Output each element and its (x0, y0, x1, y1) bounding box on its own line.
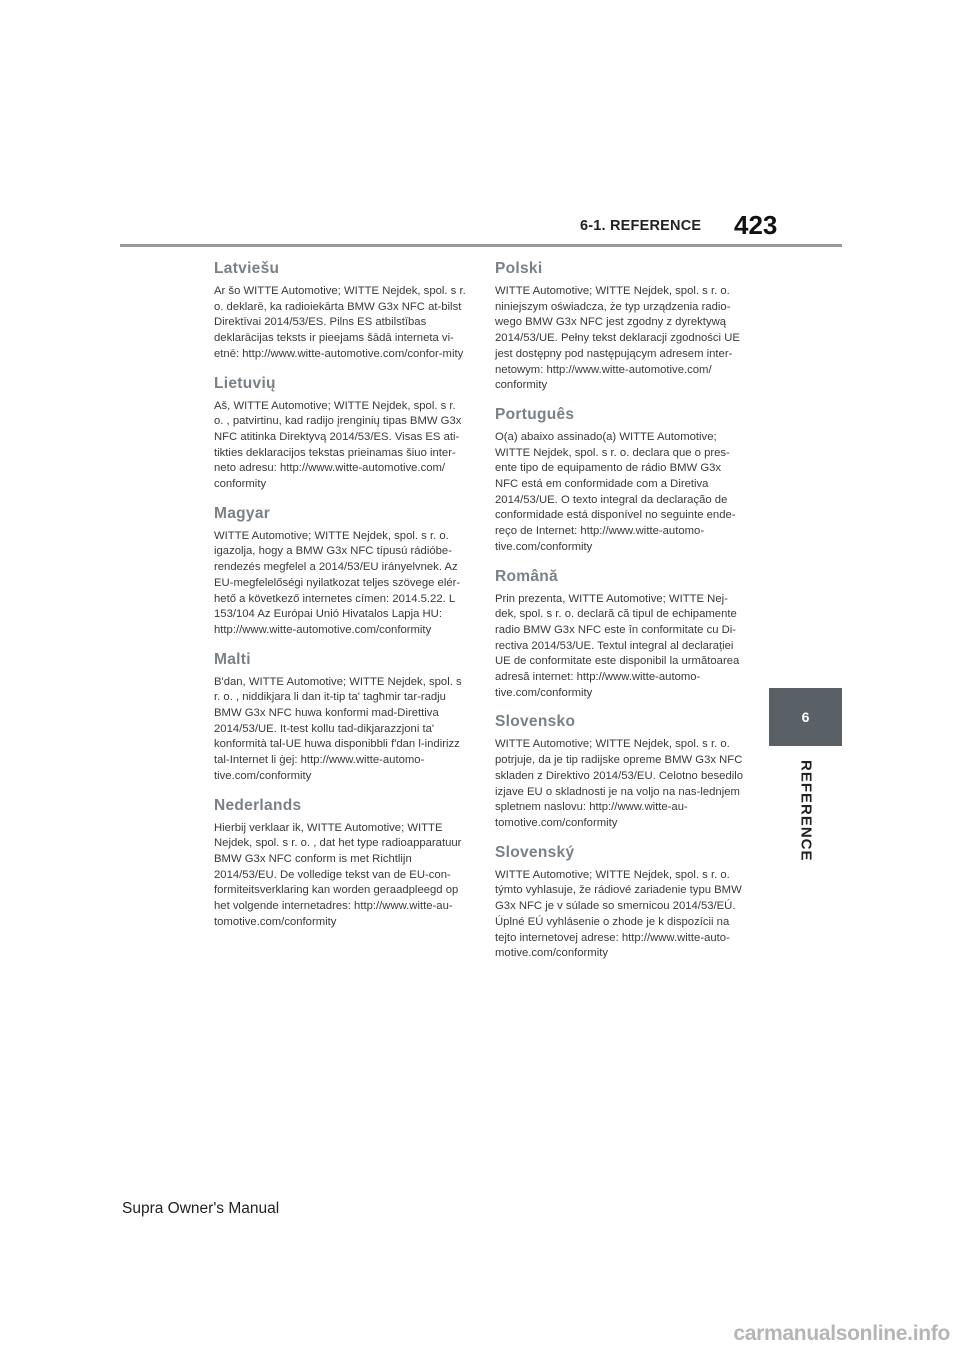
section-heading: Nederlands (214, 796, 302, 814)
section-heading: Malti (214, 650, 251, 668)
section-romana (495, 568, 747, 702)
section-malti (214, 651, 466, 785)
chapter-tab (769, 688, 842, 746)
section-slovensky (495, 844, 747, 962)
section-body: Ar šo WITTE Automotive; WITTE Nejdek, spol. s r. o. deklarē, ka radioiekārta BMW G3x NFC at-bilst Direktīvai 2014/53/ES. Pilns ES atbilstības deklarācijas teksts ir pieejams šādā interneta vi-etnē: http://www.witte-automotive.com/confor-mity (214, 285, 466, 360)
header-divider (120, 244, 842, 247)
section-heading: Slovensko (495, 713, 576, 731)
section-body: WITTE Automotive; WITTE Nejdek, spol. s r. o. potrjuje, da je tip radijske opreme BMW G3x NFC skladen z Direktivo 2014/53/EU. Celotno besedilo izjave EU o skladnosti je na voljo na nas-lednjem spletnem naslovu: http://www.witte-au-tomotive.com/conformity (495, 738, 744, 829)
section-magyar (214, 505, 466, 639)
watermark: carmanualsonline.info (733, 1322, 950, 1345)
chapter-number: 6 (801, 709, 810, 725)
section-heading: Polski (495, 260, 543, 277)
section-body: B'dan, WITTE Automotive; WITTE Nejdek, spol. s r. o. , niddikjara li dan it-tip ta' tagħmir tar-radju BMW G3x NFC huwa konformi mad-Direttiva 2014/53/UE. It-test kollu tad-dikjarazzjoni ta' konformità tal-UE huwa disponibbli f'dan l-indirizz tal-Internet li ġej: http://www.witte-automo-tive.com/conformity (214, 675, 462, 782)
page-number: 423 (734, 210, 778, 240)
section-heading: Magyar (214, 504, 271, 522)
section-body: WITTE Automotive; WITTE Nejdek, spol. s r. o. niniejszym oświadcza, że typ urządzenia radio-wego BMW G3x NFC jest zgodny z dyrektywą 2014/53/UE. Pełny tekst deklaracji zgodności UE jest dostępny pod następującym adresem inter-netowym: http://www.witte-automotive.com/ conformity (495, 285, 740, 392)
section-body: O(a) abaixo assinado(a) WITTE Automotive; WITTE Nejdek, spol. s r. o. declara que o pres-ente tipo de equipamento de rádio BMW G3x NFC está em conformidade com a Diretiva 2014/53/UE. O texto integral da declaração de conformidade está disponível no seguinte ende-reço de Internet: http://www.witte-automo-tive.com/conformity (495, 430, 736, 553)
section-body: Aš, WITTE Automotive; WITTE Nejdek, spol. s r. o. , patvirtinu, kad radijo įrenginių tipas BMW G3x NFC atitinka Direktyvą 2014/53/ES. Visas ES ati-tikties deklaracijos tekstas prieinamas šiuo inter-neto adresu: http://www.witte-automotive.com/ conformity (214, 399, 462, 491)
left-column (214, 260, 466, 943)
section-body: WITTE Automotive; WITTE Nejdek, spol. s r. o. igazolja, hogy a BMW G3x NFC típusú rádióbe-rendezés megfelel a 2014/53/EU irányelvnek. Az EU-megfelelőségi nyilatkozat teljes szövege elér-hető a következő internetes címen: 2014.5.22. L 153/104 Az Európai Unió Hivatalos Lapja HU: http://www.witte-automotive.com/conformity (214, 529, 461, 636)
manual-title: Supra Owner's Manual (122, 1200, 280, 1217)
section-heading: Slovenský (495, 843, 575, 861)
chapter-label: REFERENCE (797, 760, 815, 862)
section-body: WITTE Automotive; WITTE Nejdek, spol. s r. o. týmto vyhlasuje, že rádiové zariadenie typu BMW G3x NFC je v súlade so smernicou 2014/53/EÚ. Úplné EÚ vyhlásenie o zhode je k dispozícii na tejto internetovej adrese: http://www.witte-auto-motive.com/conformity (495, 868, 742, 960)
section-heading: Português (495, 405, 575, 423)
section-portugues (495, 406, 747, 556)
section-title: 6-1. REFERENCE (580, 218, 702, 234)
section-heading: Latviešu (214, 260, 280, 277)
section-heading: Română (495, 567, 558, 585)
section-latviesu (214, 260, 466, 363)
section-lietuviu (214, 375, 466, 493)
section-heading: Lietuvių (214, 374, 276, 392)
section-body: Hierbij verklaar ik, WITTE Automotive; WITTE Nejdek, spol. s r. o. , dat het type radioapparatuur BMW G3x NFC conform is met Richtlijn 2014/53/EU. De volledige tekst van de EU-con-formiteitsverklaring kan worden geraadpleegd op het volgende internetadres: http://www.witte-au-tomotive.com/conformity (214, 821, 462, 928)
section-body: Prin prezenta, WITTE Automotive; WITTE Nej-dek, spol. s r. o. declară că tipul de echipamente radio BMW G3x NFC este în conformitate cu Di-rectiva 2014/53/UE. Textul integral al declarației UE de conformitate este disponibil la următoarea adresă internet: http://www.witte-automo-tive.com/conformity (495, 592, 740, 699)
section-slovensko (495, 713, 747, 831)
section-polski (495, 260, 747, 394)
right-column (495, 260, 747, 974)
section-nederlands (214, 797, 466, 931)
